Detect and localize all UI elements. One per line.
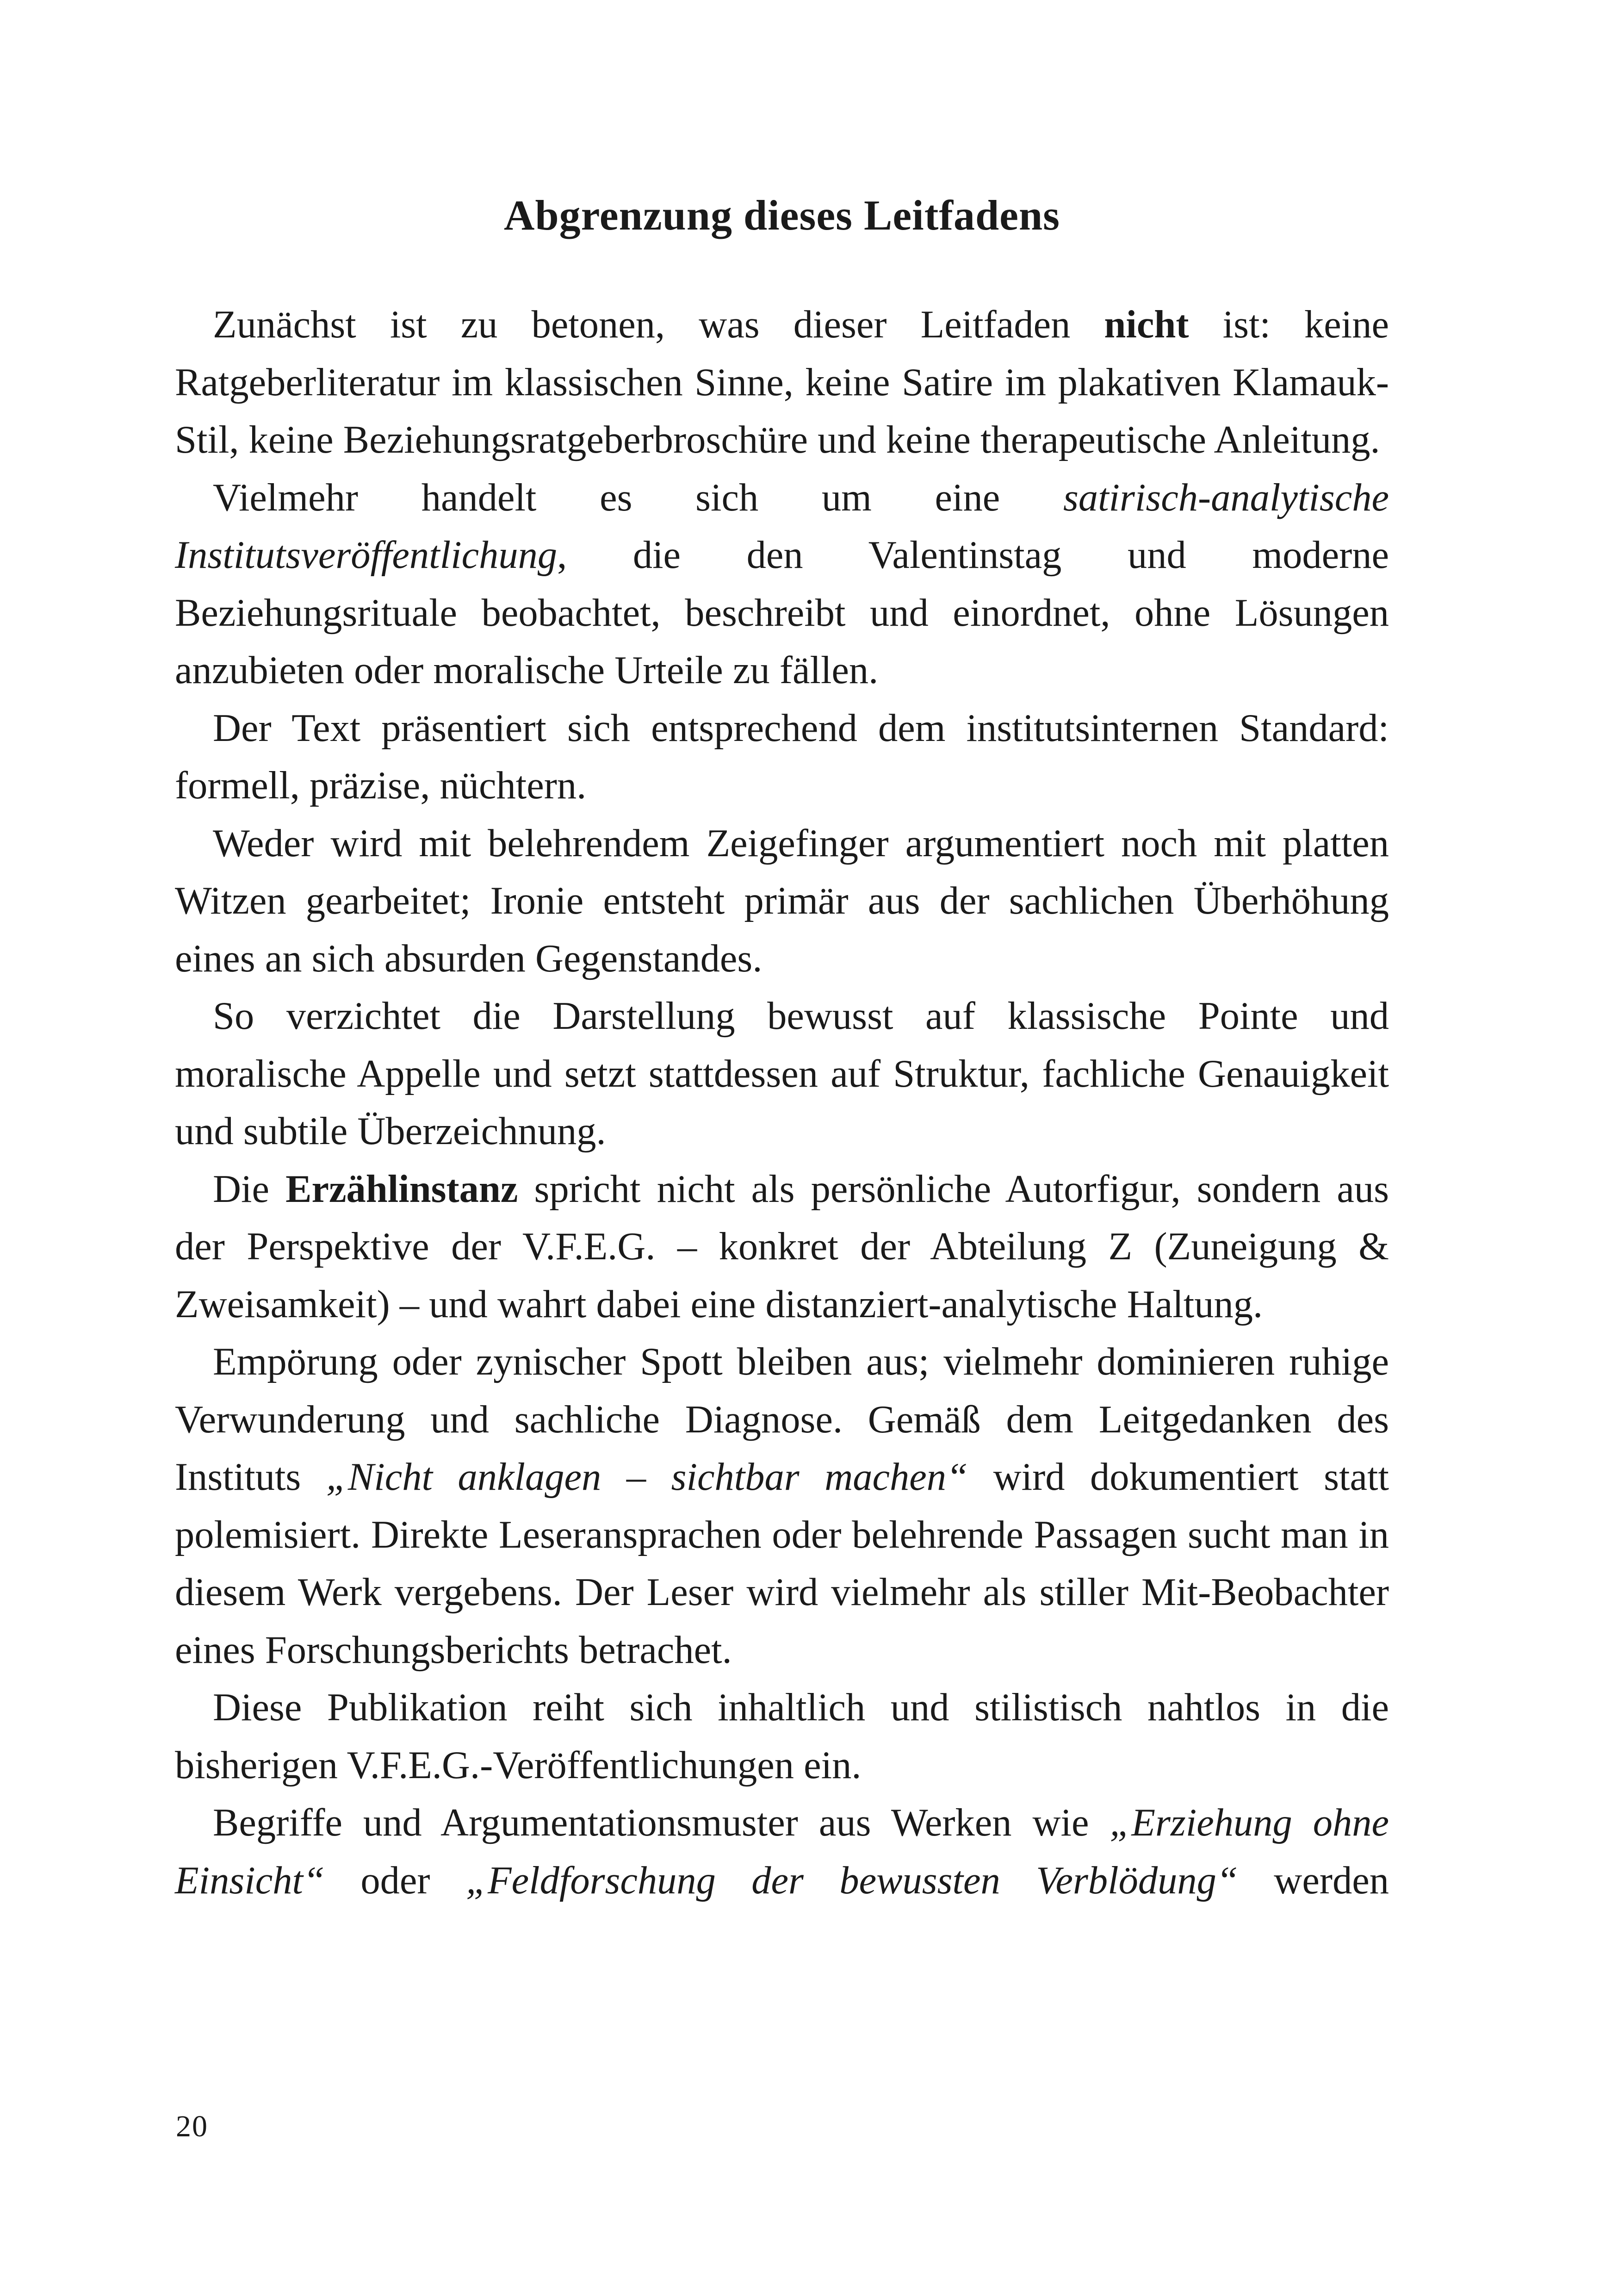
paragraph-9-italic-title-2: „Feldforschung der bewussten Verblödung“ (466, 1859, 1238, 1902)
paragraph-6-text-c: spricht nicht als persönliche Autorfigur, sondern aus der Perspektive der V.F.E.G. – konkret der Abteilung Z (Zuneigung & Zweisamkeit) – und wahrt dabei eine distanziert-analytische Haltung. (175, 1167, 1389, 1326)
paragraph-2-italic-term: satirisch-analytische Institutsveröffentlichung (175, 476, 1389, 577)
paragraph-6-text-a: Die (213, 1167, 286, 1211)
paragraph-7-italic-quote: „Nicht anklagen – sichtbar machen“ (326, 1456, 968, 1499)
paragraph-9-text-e: werden (1238, 1859, 1389, 1902)
section-heading: Abgrenzung dieses Leitfadens (504, 192, 1060, 239)
paragraph-9 (175, 1794, 1389, 1910)
paragraph-1-text-a: Zunächst ist zu betonen, was dieser Leitfaden (213, 303, 1104, 346)
body-text (175, 296, 1389, 1910)
paragraph-9-text-c: oder (324, 1859, 466, 1902)
paragraph-7-text-c: wird dokumentiert statt polemisiert. Direkte Leseransprachen oder belehrende Passagen sucht man in diesem Werk vergebens. Der Leser wird vielmehr als stiller Mit-Beobachter eines Forschungsberichts betrachet. (175, 1456, 1389, 1672)
paragraph-7-text-a: Empörung oder zynischer Spott bleiben aus; vielmehr dominieren ruhige Verwunderung und sachliche Diagnose. Gemäß dem Leitgedanken des Instituts (175, 1340, 1389, 1499)
paragraph-1-bold-nicht: nicht (1104, 303, 1189, 346)
paragraph-5: So verzichtet die Darstellung bewusst auf klassische Pointe und moralische Appelle und setzt stattdessen auf Struktur, fachliche Genauigkeit und subtile Überzeichnung. (175, 995, 1389, 1153)
paragraph-2-text-a: Vielmehr handelt es sich um eine (213, 476, 1063, 519)
page-number: 20 (176, 2109, 208, 2143)
paragraph-1 (175, 296, 1389, 469)
paragraph-3: Der Text präsentiert sich entsprechend dem institutsinternen Standard: formell, präzise, nüchtern. (175, 706, 1389, 807)
paragraph-2 (175, 469, 1389, 700)
paragraph-4: Weder wird mit belehrendem Zeigefinger argumentiert noch mit platten Witzen gearbeitet; Ironie entsteht primär aus der sachlichen Überhöhung eines an sich absurden Gegenstandes. (175, 821, 1389, 980)
paragraph-9-italic-title-1: „Erziehung ohne Einsicht“ (175, 1801, 1389, 1902)
paragraph-9-text-a: Begriffe und Argumentationsmuster aus Werken wie (213, 1801, 1110, 1844)
paragraph-6 (175, 1161, 1389, 1334)
paragraph-2-text-c: , die den Valentinstag und moderne Beziehungsrituale beobachtet, beschreibt und einordnet, ohne Lösungen anzubieten oder moralische Urteile zu fällen. (175, 534, 1389, 692)
paragraph-1-text-c: ist: keine Ratgeberliteratur im klassischen Sinne, keine Satire im plakativen Klamauk-Stil, keine Beziehungsratgeberbroschüre und keine therapeutische Anleitung. (175, 303, 1389, 461)
paragraph-7 (175, 1333, 1389, 1679)
paragraph-8: Diese Publikation reiht sich inhaltlich und stilistisch nahtlos in die bisherigen V.F.E.G.-Veröffentlichungen ein. (175, 1686, 1389, 1787)
paragraph-6-bold-erzaehlinstanz: Erzählinstanz (285, 1167, 518, 1211)
